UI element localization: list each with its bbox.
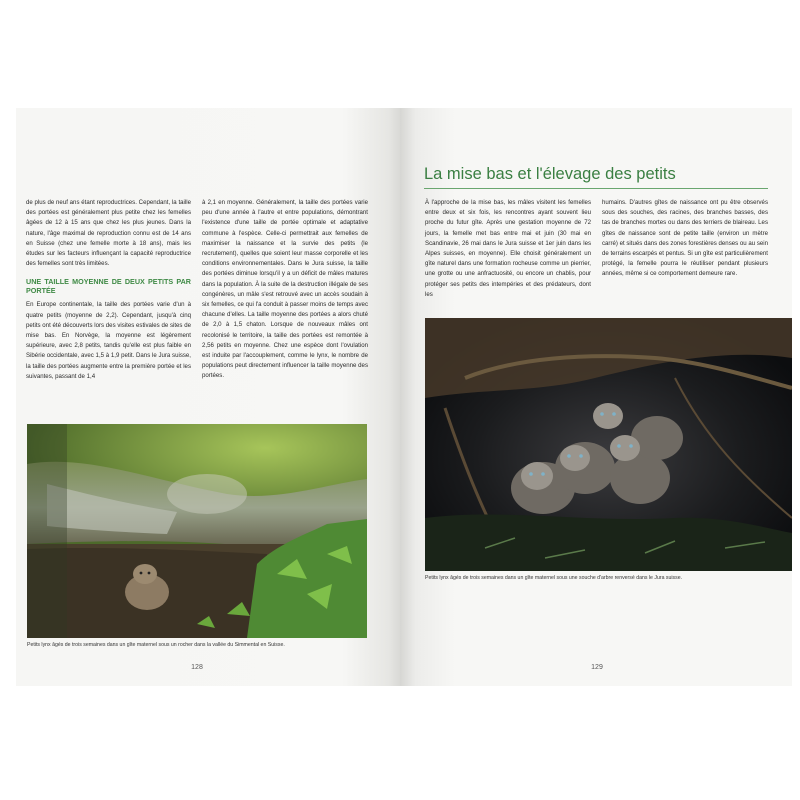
page-number-left: 128 [191,664,203,671]
left-col2-paragraph-1: à 2,1 en moyenne. Généralement, la taille des portées varie peu d'une année à l'autre et entre populations, démontrant l'existence d'une taille de portée optimale et adaptative commune à l'espèce. Celle-ci permettrait aux femelles de maximiser la naissance et la survie des petits (le recrutement), quelles que soient leur masse corporelle et les conditions environnementales. Dans le Jura suisse, la taille des portées diminue lorsqu'il y a un déficit de mâles matures dans la population. À la suite de la destruction illégale de ses congénères, un mâle s'est retrouvé avec un accès soudain à six femelles, ce qui l'a conduit à passer moins de temps avec chacune d'elles. La taille moyenne des portées a alors chuté de 2,0 à 1,5 chaton. Lorsque de nouveaux mâles ont recolonisé le territoire, la taille des portées est remontée à 2,56 petits en moyenne. Chez une espèce dont l'ovulation est induite par l'accouplement, comme le lynx, le nombre de populations peut directement influencer la taille moyenne des portées. [202,199,368,380]
left-photo-caption: Petits lynx âgés de trois semaines dans un gîte maternel sous un rocher dans la vallée du Simmental en Suisse. [27,642,285,648]
right-col2-paragraph-1: humains. D'autres gîtes de naissance ont pu être observés sous des souches, des racines, des branches basses, des tas de branches mortes ou dans des terriers de blaireau. Les gîtes de naissance sont de petite taille (environ un mètre carré) et situés dans des zones forestières denses ou au sein de terrains escarpés et pentus. Si un gîte est particulièrement protégé, la femelle pourra le réutiliser pendant plusieurs années, même si ce comportement demeure rare. [602,199,768,278]
left-col1-paragraph-1: de plus de neuf ans étant reproductrices. Cependant, la taille des portées est généralement plus petite chez les femelles âgées de 12 à 15 ans que chez les plus jeunes. Dans la nature, l'âge maximal de reproduction connu est de 14 ans en Suisse (chez une femelle morte à 18 ans), mais les études sur les facteurs influençant la capacité reproductrice des femelles sont très limitées. [26,199,191,268]
left-col1-paragraph-2: En Europe continentale, la taille des portées varie d'un à quatre petits (moyenne de 2,2). Cependant, jusqu'à cinq petits ont été découverts lors des visites estivales de sites de mise bas. En Norvège, la moyenne est légèrement supérieure, avec 2,8 petits, tandis qu'elle est plus faible en Sibérie occidentale, avec 1,5 à 1,9 petit. Dans le Jura suisse, la taille des portées augmente entre la première portée et les suivantes, passant de 1,4 [26,301,191,380]
right-col1-paragraph-1: À l'approche de la mise bas, les mâles visitent les femelles entre deux et six fois, les rencontres ayant souvent lieu proche du futur gîte. Après une gestation moyenne de 72 jours, la femelle met bas entre mai et juin (30 mai en Scandinavie, 26 mai dans le Jura suisse et 1er juin dans les Alpes suisses, en moyenne). Elle choisit généralement un gîte naturel dans une formation rocheuse comme un pierrier, une grotte ou une anfractuosité, ou encore un chablis, pour protéger ses petits des intempéries et des prédateurs, dont les [425,199,591,298]
right-column-1 [425,198,591,300]
lynx-kittens-den-photo [425,318,792,571]
left-column-1 [26,198,191,382]
left-column-2 [202,198,368,382]
right-column-2 [602,198,768,280]
section-subheading: UNE TAILLE MOYENNE DE DEUX PETITS PAR PORTÉE [26,277,191,296]
page-number-right: 129 [591,664,603,671]
chapter-title: La mise bas et l'élevage des petits [424,165,768,189]
right-photo-caption: Petits lynx âgés de trois semaines dans un gîte maternel sous une souche d'arbre renversé dans le Jura suisse. [425,575,683,581]
lynx-kitten-rock-photo [27,424,367,638]
